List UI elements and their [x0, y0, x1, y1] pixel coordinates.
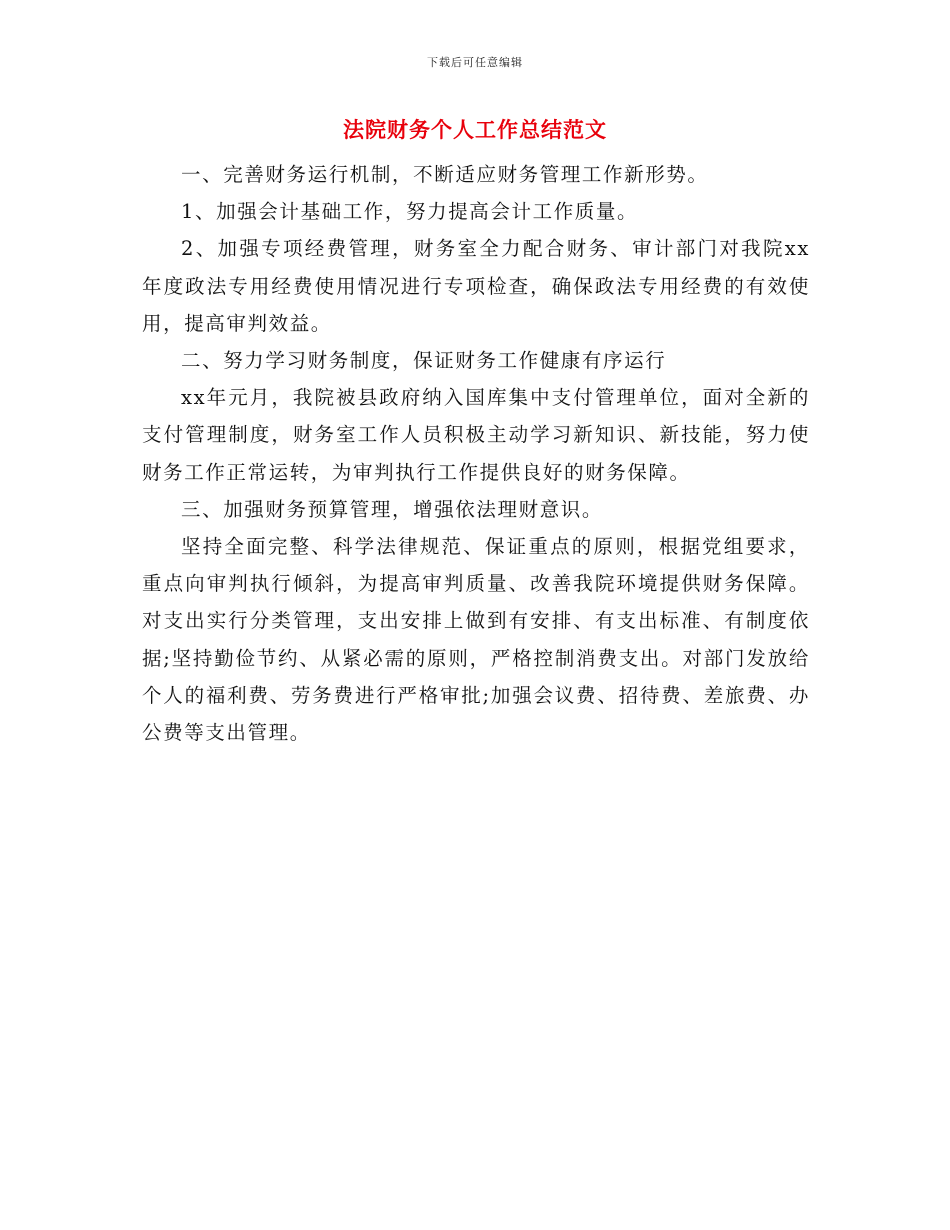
document-body — [142, 156, 810, 751]
header-note: 下载后可任意编辑 — [427, 56, 523, 69]
paragraph-section-1-heading: 一、完善财务运行机制，不断适应财务管理工作新形势。 — [181, 163, 709, 186]
paragraph-section-2-body: xx年元月，我院被县政府纳入国库集中支付管理单位，面对全新的支付管理制度，财务室工作人员积极主动学习新知识、新技能，努力使财务工作正常运转，为审判执行工作提供良好的财务保障。 — [142, 386, 810, 484]
document-title: 法院财务个人工作总结范文 — [343, 117, 607, 142]
paragraph-section-2-heading: 二、努力学习财务制度，保证财务工作健康有序运行 — [181, 349, 667, 373]
paragraph-item-2: 2、加强专项经费管理，财务室全力配合财务、审计部门对我院xx年度政法专用经费使用情况进行专项检查，确保政法专用经费的有效使用，提高审判效益。 — [142, 237, 810, 335]
paragraph-section-3-heading: 三、加强财务预算管理，增强依法理财意识。 — [181, 497, 604, 521]
paragraph-section-3-body: 坚持全面完整、科学法律规范、保证重点的原则，根据党组要求，重点向审判执行倾斜，为提高审判质量、改善我院环境提供财务保障。对支出实行分类管理，支出安排上做到有安排、有支出标准、有制度依据;坚持勤俭节约、从紧必需的原则，严格控制消费支出。对部门发放给个人的福利费、劳务费进行严格审批;加强会议费、招待费、差旅费、办公费等支出管理。 — [142, 535, 810, 745]
paragraph-item-1: 1、加强会计基础工作，努力提高会计工作质量。 — [181, 200, 639, 224]
